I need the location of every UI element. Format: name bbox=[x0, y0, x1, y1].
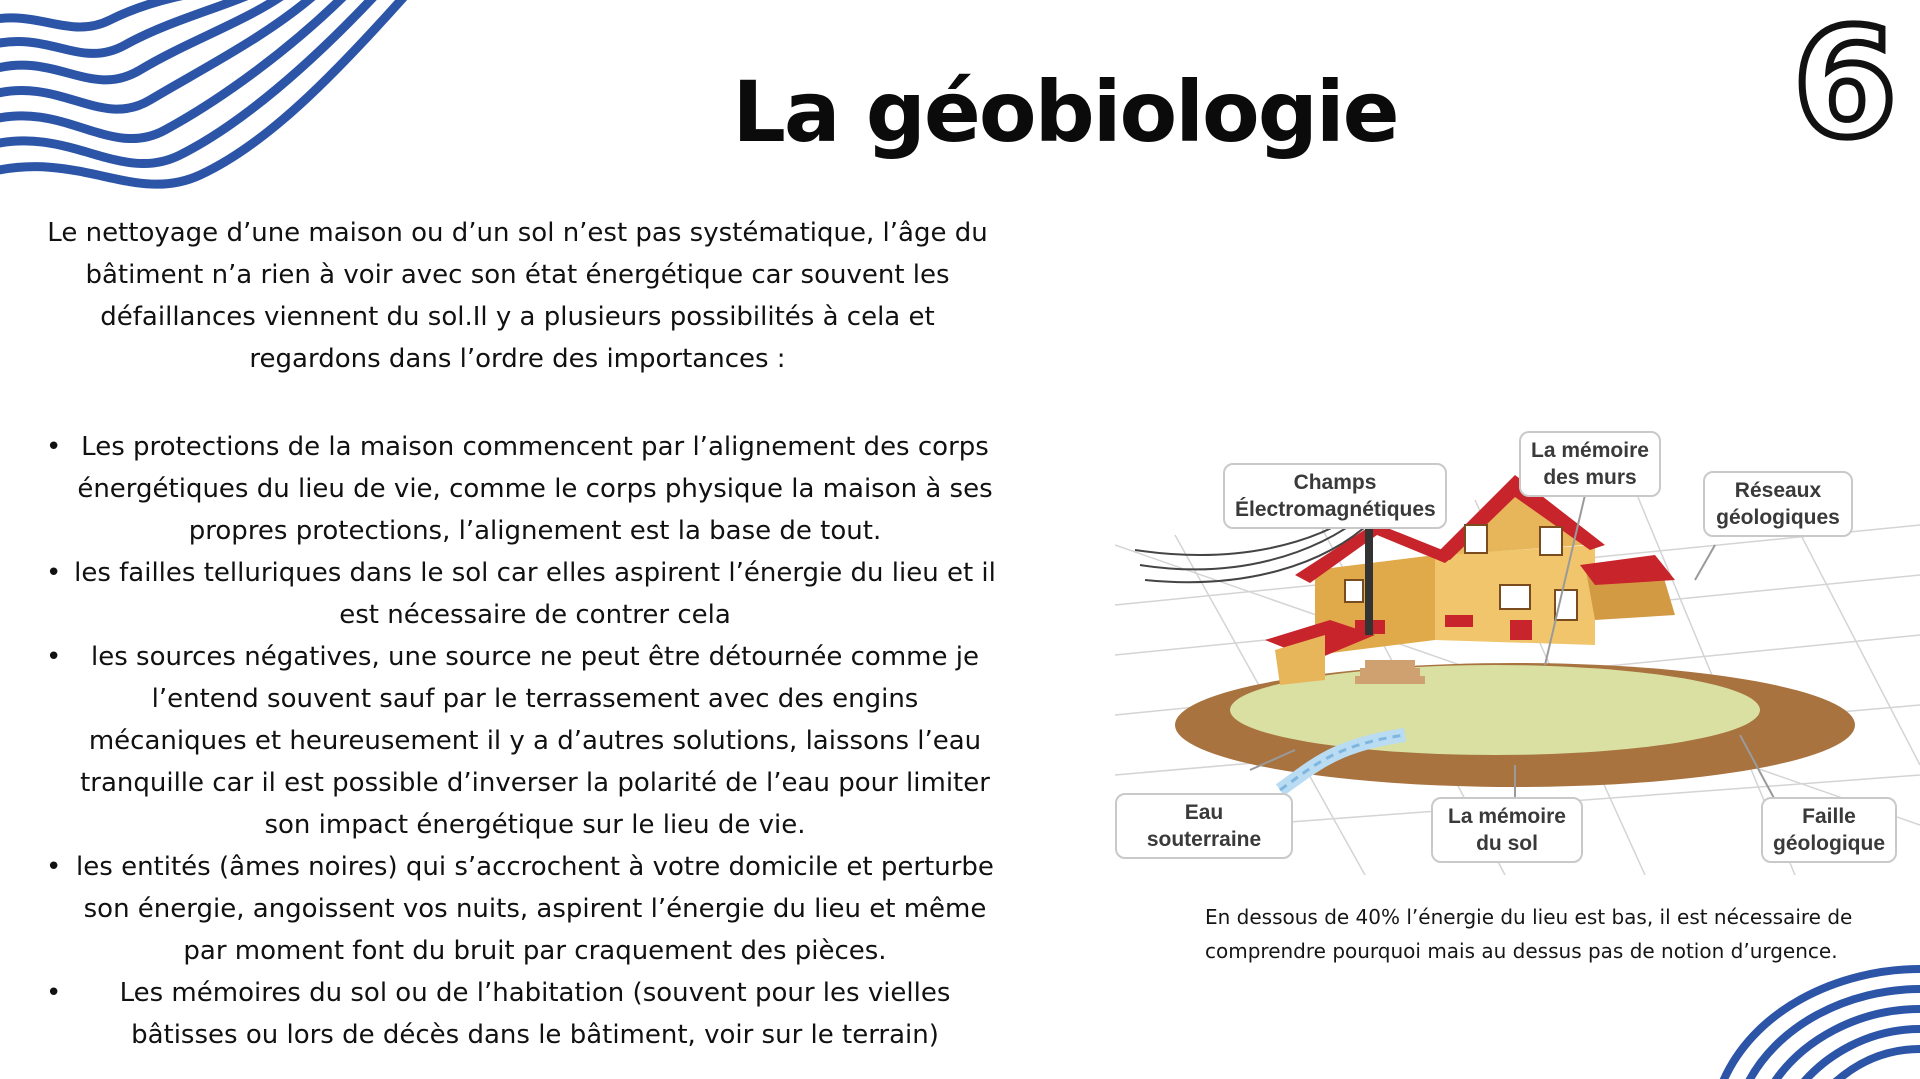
list-item bbox=[40, 972, 1000, 1056]
label-line: Réseaux bbox=[1734, 479, 1822, 502]
bullet-icon: • bbox=[46, 432, 62, 462]
bullet-icon: • bbox=[46, 642, 62, 672]
label-memoire-des-murs bbox=[1519, 431, 1661, 497]
label-line: géologique bbox=[1773, 832, 1885, 855]
bullet-icon: • bbox=[46, 978, 62, 1008]
label-memoire-du-sol bbox=[1431, 797, 1583, 863]
decorative-arcs-bottom-right bbox=[1690, 959, 1920, 1079]
page-number: 6 bbox=[1792, 10, 1898, 150]
intro-paragraph: Le nettoyage d’une maison ou d’un sol n’est pas systématique, l’âge du bâtiment n’a rien à voir avec son état énergétique car souvent les défaillances viennent du sol.Il y a plusieurs possibilités à cela et regardons dans l’ordre des importances : bbox=[47, 218, 988, 374]
list-item bbox=[40, 426, 1000, 552]
list-item-text: les sources négatives, une source ne peut être détournée comme je l’entend souvent sauf par le terrassement avec des engins mécaniques et heureusement il y a d’autres solutions, laissons l’eau tranquille car il est possible d’inverser la polarité de l’eau pour limiter son impact énergétique sur le lieu de vie. bbox=[80, 642, 990, 840]
list-item-text: les entités (âmes noires) qui s’accrochent à votre domicile et perturbe son énergie, angoissent vos nuits, aspirent l’énergie du lieu et même par moment font du bruit par craquement des pièces. bbox=[76, 852, 994, 966]
label-line: Électromagnétiques bbox=[1235, 498, 1436, 521]
label-eau-souterraine bbox=[1115, 793, 1293, 859]
label-reseaux-geologiques bbox=[1703, 471, 1853, 537]
page-title: La géobiologie bbox=[732, 63, 1398, 161]
geobiology-diagram bbox=[1115, 405, 1920, 875]
bullet-icon: • bbox=[46, 558, 62, 588]
list-item bbox=[40, 636, 1000, 846]
label-line: Faille bbox=[1802, 805, 1856, 828]
list-item bbox=[40, 846, 1000, 972]
label-line: du sol bbox=[1476, 832, 1538, 855]
label-line: Eau souterraine bbox=[1146, 801, 1262, 851]
label-line: La mémoire bbox=[1531, 439, 1649, 462]
label-line: des murs bbox=[1543, 466, 1637, 489]
label-line: Champs bbox=[1293, 471, 1377, 494]
label-faille-geologique bbox=[1761, 797, 1897, 863]
list-item bbox=[40, 552, 1000, 636]
label-line: géologiques bbox=[1716, 506, 1840, 529]
bullet-icon: • bbox=[46, 852, 62, 882]
list-item-text: Les protections de la maison commencent par l’alignement des corps énergétiques du lieu de vie, comme le corps physique la maison à ses propres protections, l’alignement est la base de tout. bbox=[77, 432, 993, 546]
list-item-text: Les mémoires du sol ou de l’habitation (souvent pour les vielles bâtisses ou lors de décès dans le bâtiment, voir sur le terrain) bbox=[119, 978, 951, 1050]
label-line: La mémoire bbox=[1448, 805, 1566, 828]
label-champs-electromagnetiques bbox=[1223, 463, 1447, 529]
bullet-list bbox=[40, 426, 1000, 1056]
list-item-text: les failles telluriques dans le sol car elles aspirent l’énergie du lieu et il est nécessaire de contrer cela bbox=[74, 558, 996, 630]
diagram-caption: En dessous de 40% l’énergie du lieu est bas, il est nécessaire de comprendre pourquoi mais au dessus pas de notion d’urgence. bbox=[1205, 905, 1853, 963]
